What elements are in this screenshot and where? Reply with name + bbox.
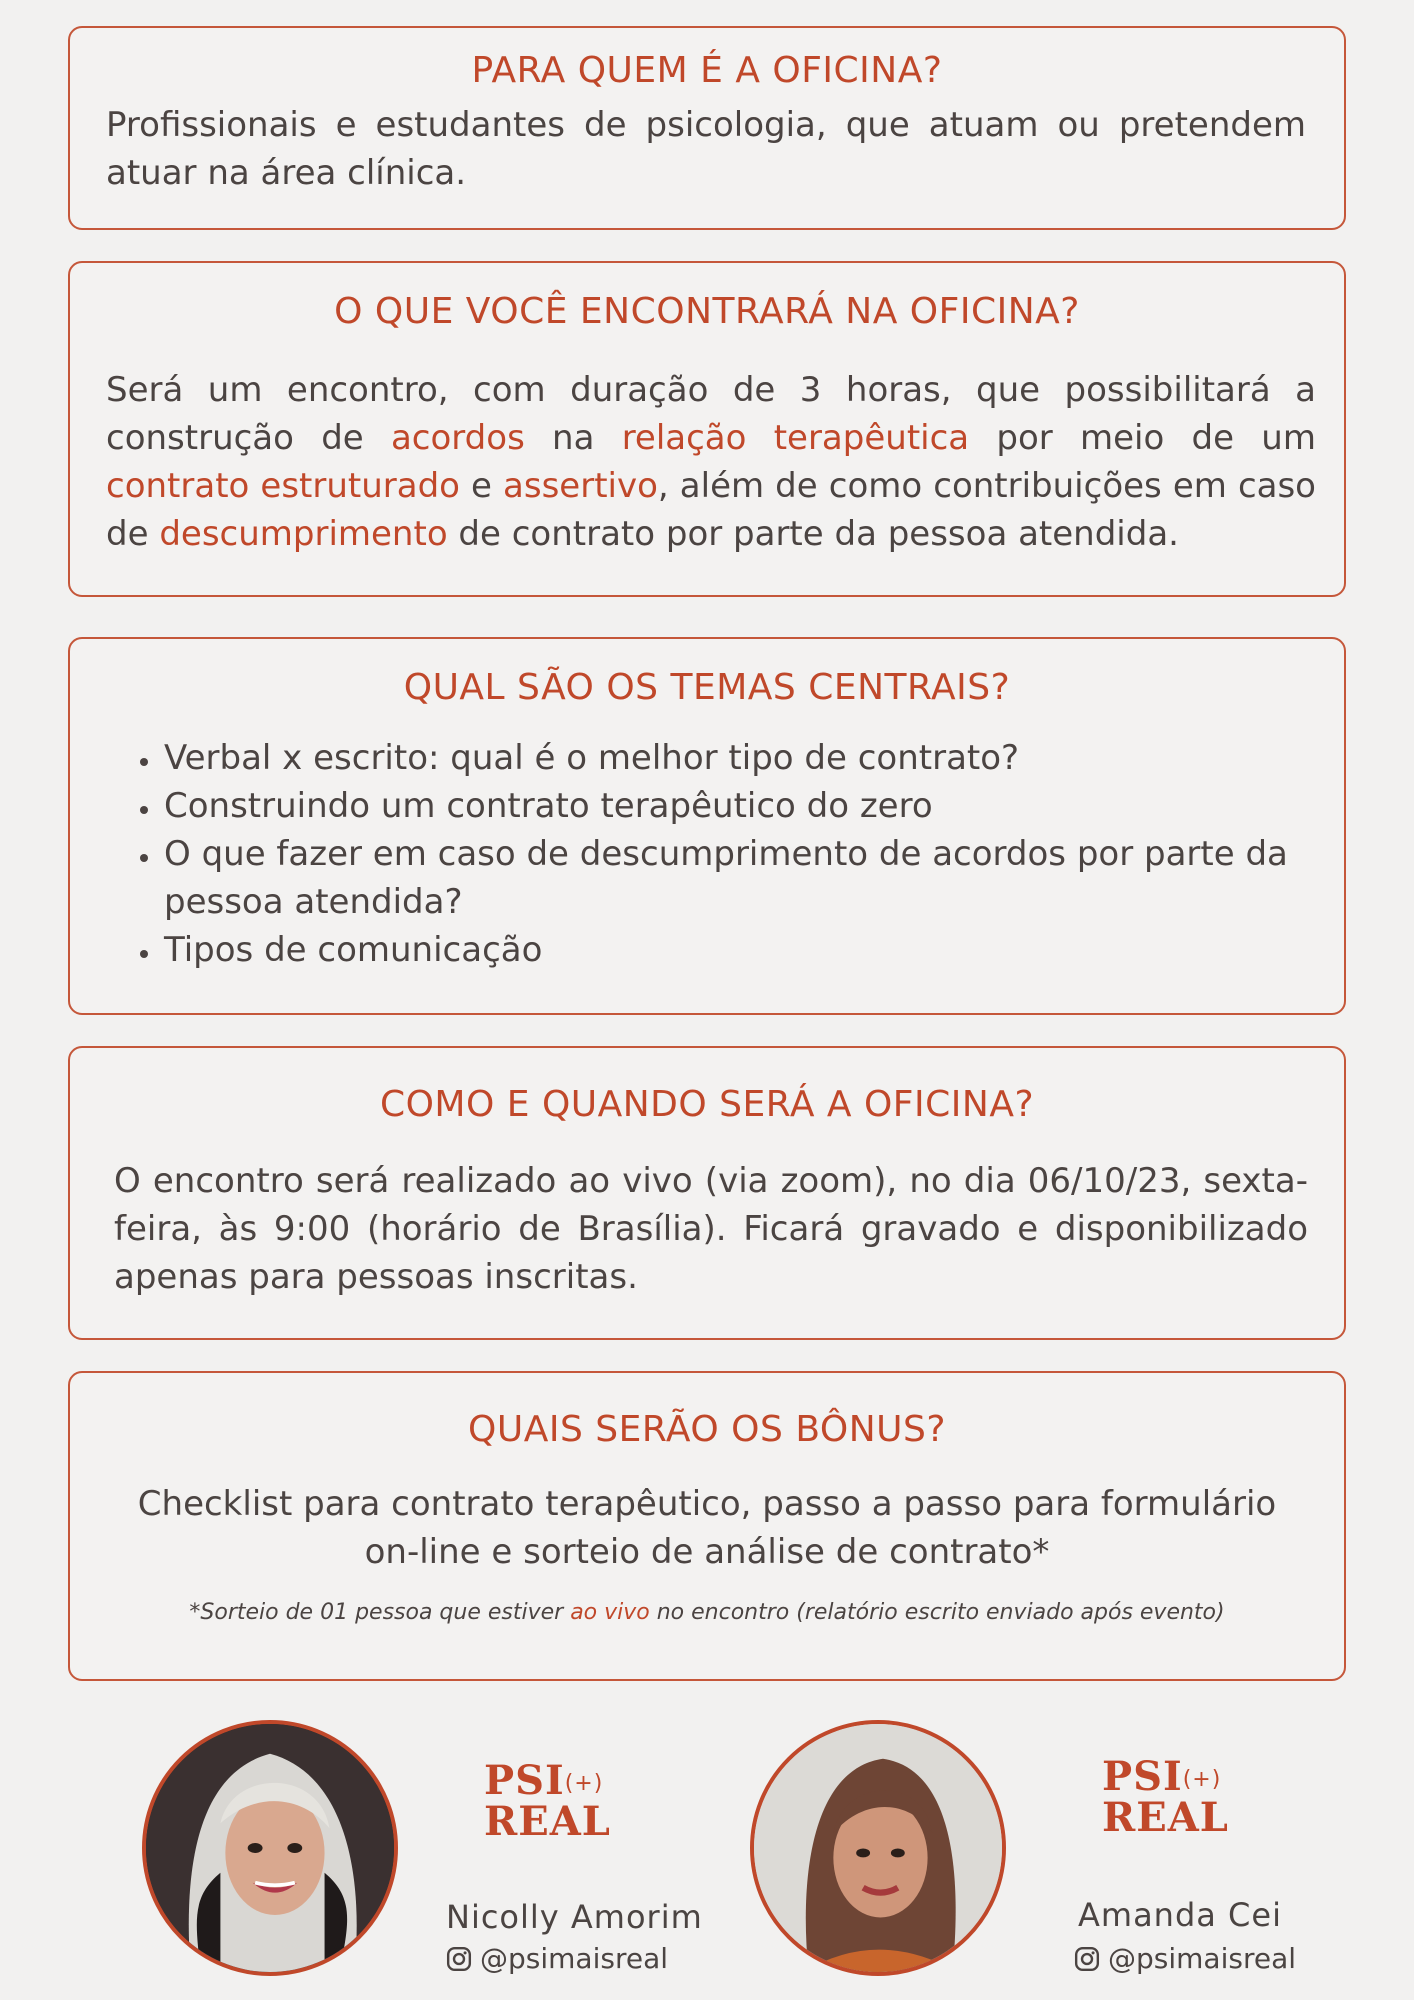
host-handle: @psimaisreal xyxy=(446,1942,668,1975)
card-bonus xyxy=(68,1371,1346,1681)
list-item: • Verbal x escrito: qual é o melhor tipo de contrato? xyxy=(162,734,1316,782)
card-title: COMO E QUANDO SERÁ A OFICINA? xyxy=(379,1084,1035,1125)
card-text: Profissionais e estudantes de psicologia, que atuam ou pretendem atuar na área clínica. xyxy=(106,105,1306,193)
card-title: QUAIS SERÃO OS BÔNUS? xyxy=(468,1409,946,1450)
psi-real-logo: PSI(+) REAL xyxy=(484,1757,611,1845)
card-central-themes xyxy=(68,637,1346,1015)
card-text: Será um encontro, com duração de 3 horas, que possibilitará a construção de acordos na relação terapêutica por meio de um contrato estruturado e assertivo, além de como contribuições em caso de descumprimento de contrato por parte da pessoa atendida. xyxy=(106,370,1316,554)
card-how-when xyxy=(68,1046,1346,1340)
card-text: Checklist para contrato terapêutico, passo a passo para formulário on-line e sorteio de análise de contrato* xyxy=(137,1484,1277,1572)
card-title: QUAL SÃO OS TEMAS CENTRAIS? xyxy=(403,667,1011,708)
card-text: O encontro será realizado ao vivo (via zoom), no dia 06/10/23, sexta-feira, às 9:00 (horário de Brasília). Ficará gravado e disponibilizado apenas para pessoas inscritas. xyxy=(114,1161,1308,1297)
list-item: • O que fazer em caso de descumprimento de acordos por parte da pessoa atendida? xyxy=(162,830,1316,926)
instagram-icon xyxy=(1074,1946,1100,1972)
footnote: *Sorteio de 01 pessoa que estiver ao vivo no encontro (relatório escrito enviado após evento) xyxy=(189,1600,1225,1625)
card-title: O QUE VOCÊ ENCONTRARÁ NA OFICINA? xyxy=(334,291,1080,332)
list-item: • Construindo um contrato terapêutico do zero xyxy=(162,782,1316,830)
themes-list xyxy=(70,734,1316,974)
host-name: Amanda Cei xyxy=(1078,1896,1282,1934)
host-handle: @psimaisreal xyxy=(1074,1942,1296,1975)
card-for-whom xyxy=(68,26,1346,230)
host-photo-amanda xyxy=(750,1720,1006,1976)
instagram-icon xyxy=(446,1946,472,1972)
host-photo-nicolly xyxy=(142,1720,398,1976)
host-name: Nicolly Amorim xyxy=(446,1898,703,1936)
card-what-you-find xyxy=(68,261,1346,597)
list-item: • Tipos de comunicação xyxy=(162,926,1316,974)
card-title: PARA QUEM É A OFICINA? xyxy=(471,50,943,91)
psi-real-logo: PSI(+) REAL xyxy=(1102,1753,1229,1841)
